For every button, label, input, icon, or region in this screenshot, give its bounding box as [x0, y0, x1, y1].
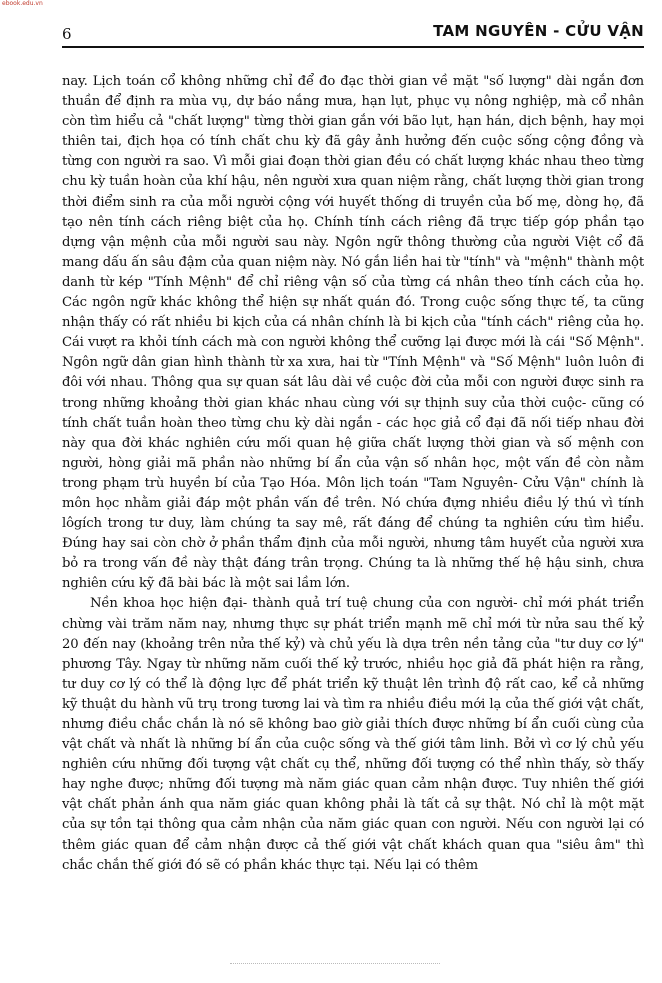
paragraph-2: Nền khoa học hiện đại- thành quả trí tuệ chung của con người- chỉ mới phát triển chừng vài trăm năm nay, nhưng thực sự phát triển mạnh mẽ chỉ mới từ nửa sau thế kỷ 20 đến nay (khoảng trên nửa thế kỷ) và chủ yếu là dựa trên nền tảng của "tư duy cơ lý" phương Tây. Ngay từ những năm cuối thế kỷ trước, nhiều học giả đã phát hiện ra rằng, tư duy cơ lý có thể là động lực để phát triển kỹ thuật lên trình độ rất cao, kể cả những kỹ thuật du hành vũ trụ trong tương lai và tìm ra nhiều điều mới lạ của thế giới vật chất, nhưng điều chắc chắn là nó sẽ không bao giờ giải thích được những bí ẩn cuối cùng của vật chất và nhất là những bí ẩn của cuộc sống và thế giới tâm linh. Bởi vì cơ lý chủ yếu nghiên cứu những đối tượng vật chất cụ thể, những đối tượng có thể nhìn thấy, sờ thấy hay nghe được; những đối tượng mà năm giác quan cảm nhận được. Tuy nhiên thế giới vật chất phản ánh qua năm giác quan không phải là tất cả sự thật. Nó chỉ là một mặt của sự tồn tại thông qua cảm nhận của năm giác quan con người. Nếu con người lại có thêm giác quan để cảm nhận được cả thế giới vật chất khách quan qua "siêu âm" thì chắc chắn thế giới đó sẽ có phần khác thực tại. Nếu lại có thêm [62, 596, 644, 873]
paragraph-1: nay. Lịch toán cổ không những chỉ để đo đạc thời gian về mặt "số lượng" dài ngắn đơn thuần để định ra mùa vụ, dự báo nắng mưa, hạn lụt, phục vụ nông nghiệp, mà cổ nhân còn tìm hiểu cả "chất lượng" từng thời gian gắn với bão lụt, hạn hán, dịch bệnh, hay mọi thiên tai, địch họa có tính chất chu kỳ đã gây ảnh hưởng đến cuộc sống cộng đồng và từng con người ra sao. Vì mỗi giai đoạn thời gian đều có chất lượng khác nhau theo từng chu kỳ tuần hoàn của khí hậu, nên người xưa quan niệm rằng, chất lượng thời gian trong thời điểm sinh ra của mỗi người cộng với huyết thống di truyền của bố mẹ, dòng họ, đã tạo nên tính cách riêng biệt của họ. Chính tính cách riêng đã trực tiếp góp phần tạo dựng vận mệnh của mỗi người sau này. Ngôn ngữ thông thường của người Việt cổ đã mang dấu ấn sâu đậm của quan niệm này. Nó gắn liền hai từ "tính" và "mệnh" thành một danh từ kép "Tính Mệnh" để chỉ riêng vận số của từng cá nhân theo tính cách của họ. Các ngôn ngữ khác không thể hiện sự nhất quán đó. Trong cuộc sống thực tế, ta cũng nhận thấy có rất nhiều bi kịch của cá nhân chính là bi kịch của "tính cách" riêng của họ. Cái vượt ra khỏi tính cách mà con người không thể cưỡng lại được mới là cái "Số Mệnh". Ngôn ngữ dân gian hình thành từ xa xưa, hai từ "Tính Mệnh" và "Số Mệnh" luôn luôn đi đôi với nhau. Thông qua sự quan sát lâu dài về cuộc đời của mỗi con người được sinh ra trong những khoảng thời gian khác nhau cùng với sự thịnh suy của thời cuộc- cũng có tính chất tuần hoàn theo từng chu kỳ dài ngắn - các học giả cổ đại đã nối tiếp nhau đời này qua đời khác nghiên cứu mối quan hệ giữa chất lượng thời gian và số mệnh con người, hòng giải mã phần nào những bí ẩn của vận số nhân học, một vấn đề còn nằm trong phạm trù huyền bí của Tạo Hóa. Môn lịch toán "Tam Nguyên- Cửu Vận" chính là môn học nhằm giải đáp một phần vấn đề trên. Nó chứa đựng nhiều điều lý thú vì tính lôgích trong tư duy, làm chúng ta say mê, rất đáng để chúng ta nghiên cứu tìm hiểu. Đúng hay sai còn chờ ở phần thẩm định của mỗi người, nhưng tâm huyết của người xưa bỏ ra trong vấn đề này thật đáng trân trọng. Chúng ta là những thế hệ hậu sinh, chưa nghiên cứu kỹ đã bài bác là một sai lầm lớn. [62, 74, 644, 592]
page-header [62, 21, 644, 43]
page-number: 6 [62, 25, 72, 43]
running-title: TAM NGUYÊN - CỬU VẬN [433, 22, 644, 40]
corner-watermark: ebook.edu.vn [2, 0, 43, 7]
footer-scan-artifact [230, 963, 440, 965]
body-text [62, 72, 644, 876]
header-rule [62, 46, 644, 48]
